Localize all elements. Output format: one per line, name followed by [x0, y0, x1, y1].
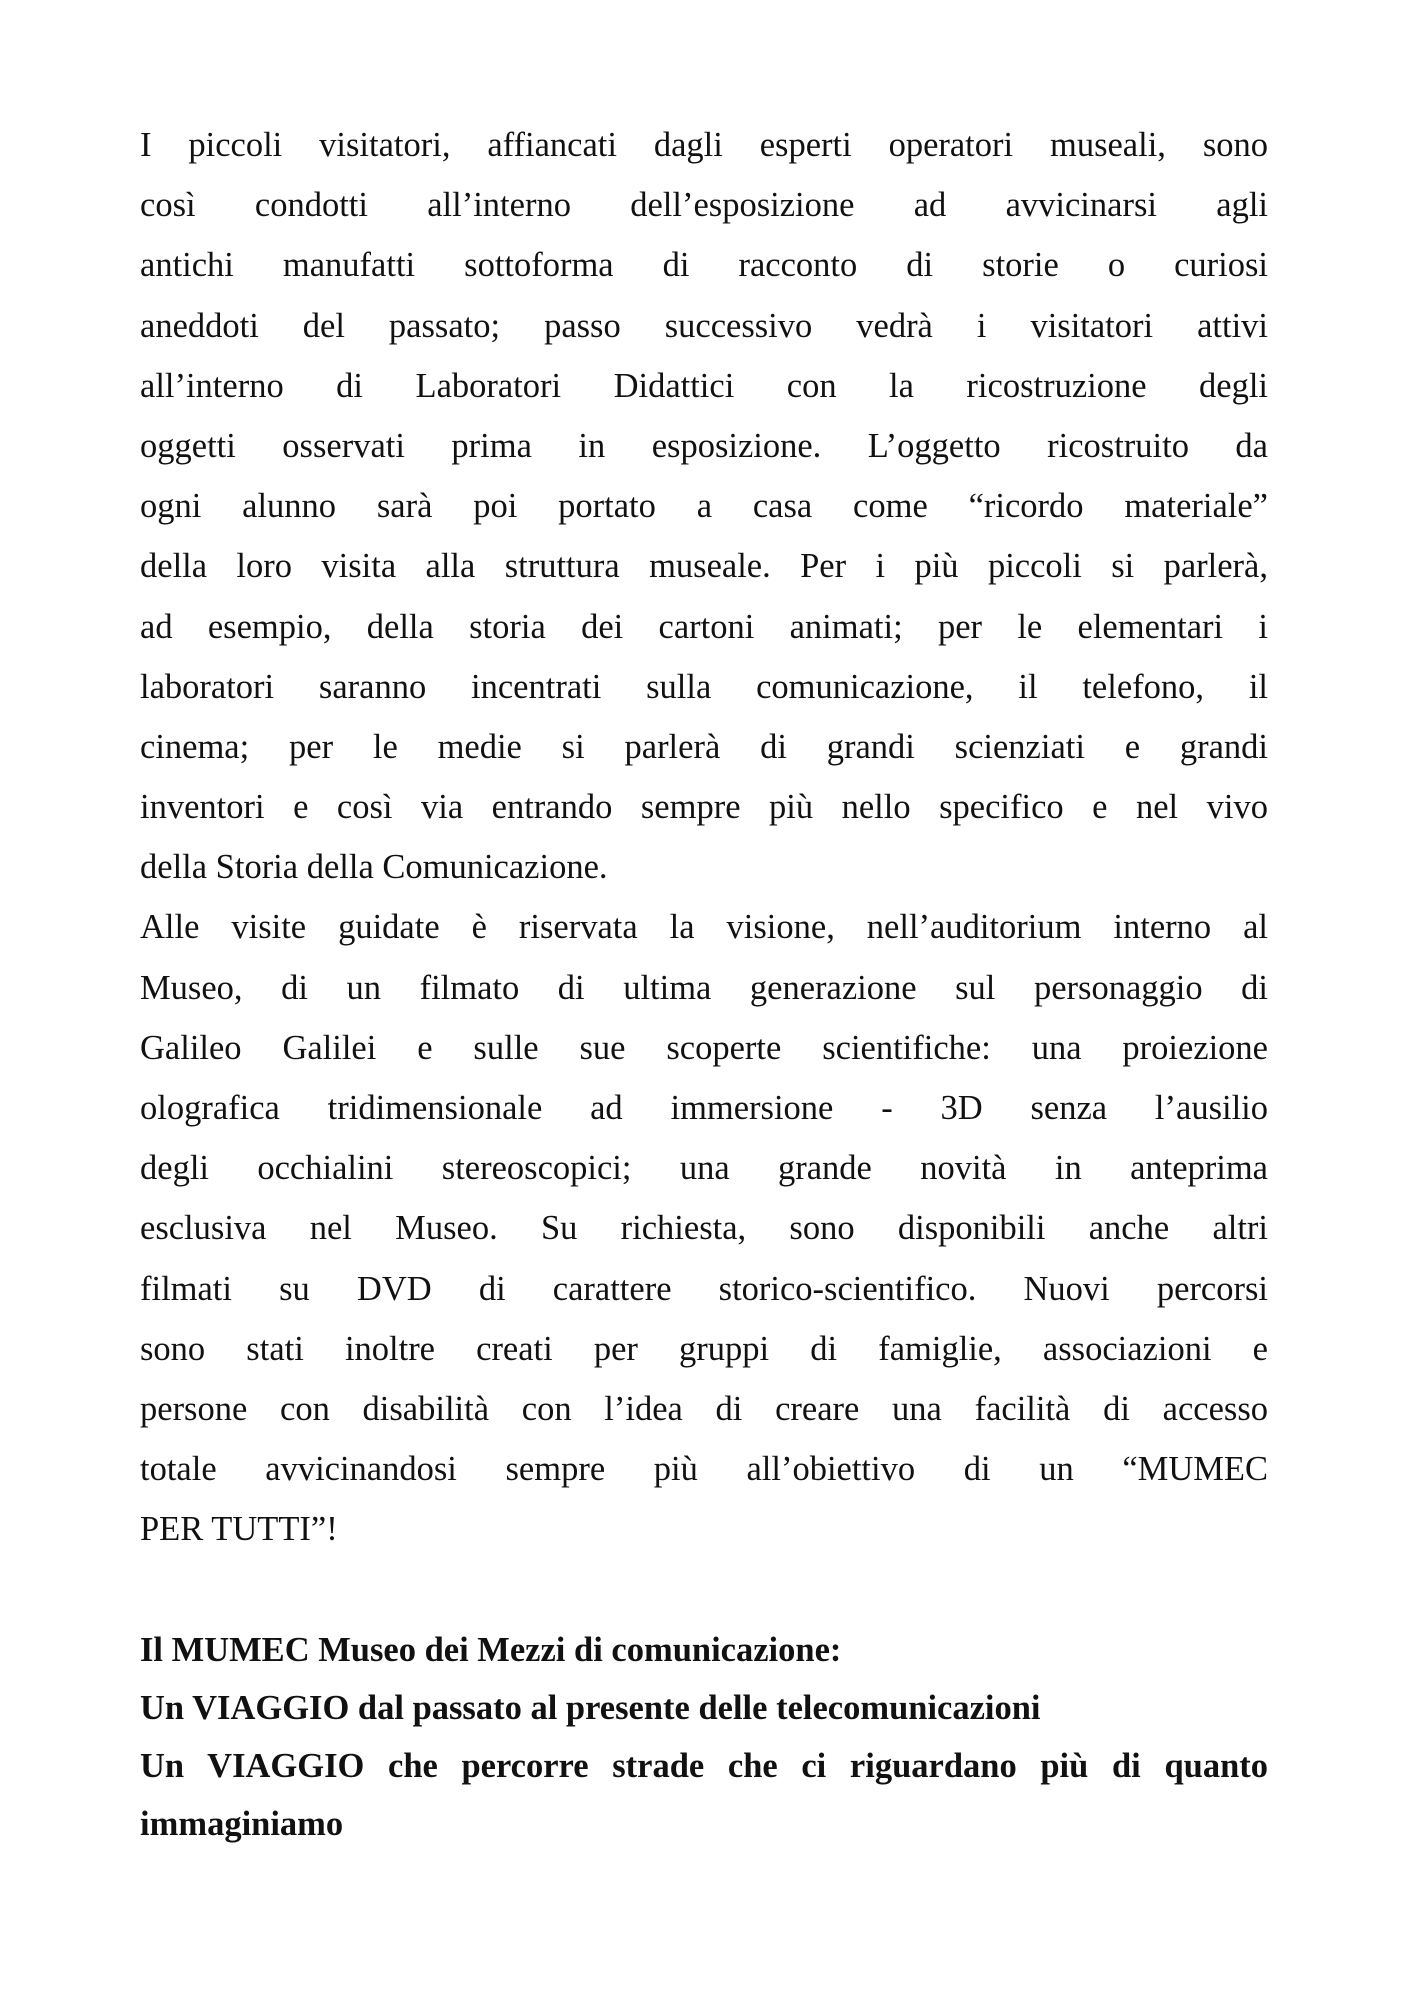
text-line: I piccoli visitatori, affiancati dagli esperti operatori museali, sono — [140, 126, 1268, 164]
heading-line-journey-roads: Un VIAGGIO che percorre strade che ci riguardano più di quanto — [140, 1746, 1268, 1785]
text-line: esclusiva nel Museo. Su richiesta, sono disponibili anche altri — [140, 1209, 1268, 1248]
text-line: ad esempio, della storia dei cartoni animati; per le elementari i — [140, 607, 1268, 646]
heading-line-journey-past-present: Un VIAGGIO dal passato al presente delle telecomunicazioni — [140, 1688, 1041, 1727]
text-line: laboratori saranno incentrati sulla comunicazione, il telefono, il — [140, 667, 1268, 706]
text-line: oggetti osservati prima in esposizione. L’oggetto ricostruito da — [140, 426, 1268, 465]
text-line: sono stati inoltre creati per gruppi di famiglie, associazioni e — [140, 1329, 1268, 1368]
text-line: Galileo Galilei e sulle sue scoperte scientifiche: una proiezione — [140, 1028, 1268, 1067]
paragraph-auditorium-film — [140, 897, 1268, 1559]
text-line: totale avvicinandosi sempre più all’obiettivo di un “MUMEC — [140, 1450, 1268, 1489]
closing-heading — [140, 1621, 1268, 1853]
text-line: della loro visita alla struttura museale. Per i più piccoli si parlerà, — [140, 547, 1268, 586]
text-line: inventori e così via entrando sempre più nello specifico e nel vivo — [140, 788, 1268, 827]
heading-line-mumec-title: Il MUMEC Museo dei Mezzi di comunicazione: — [140, 1630, 842, 1669]
text-line: Alle visite guidate è riservata la visione, nell’auditorium interno al — [140, 908, 1268, 947]
text-line: PER TUTTI”! — [140, 1510, 338, 1549]
text-line: degli occhialini stereoscopici; una grande novità in anteprima — [140, 1149, 1268, 1188]
text-line: olografica tridimensionale ad immersione - 3D senza l’ausilio — [140, 1089, 1268, 1127]
heading-line-imagine: immaginiamo — [140, 1804, 344, 1843]
text-line: della Storia della Comunicazione. — [140, 848, 608, 887]
text-line: così condotti all’interno dell’esposizione ad avvicinarsi agli — [140, 186, 1268, 225]
text-line: aneddoti del passato; passo successivo vedrà i visitatori attivi — [140, 306, 1268, 345]
text-line: Museo, di un filmato di ultima generazione sul personaggio di — [140, 968, 1268, 1007]
text-line: all’interno di Laboratori Didattici con la ricostruzione degli — [140, 366, 1268, 405]
text-line: antichi manufatti sottoforma di racconto di storie o curiosi — [140, 246, 1268, 285]
text-line: cinema; per le medie si parlerà di grandi scienziati e grandi — [140, 727, 1268, 766]
text-line: persone con disabilità con l’idea di creare una facilità di accesso — [140, 1389, 1268, 1428]
text-line: ogni alunno sarà poi portato a casa come “ricordo materiale” — [140, 487, 1268, 526]
paragraph-educational-visits — [140, 115, 1268, 897]
text-line: filmati su DVD di carattere storico-scientifico. Nuovi percorsi — [140, 1269, 1268, 1308]
document-page — [140, 115, 1268, 1853]
